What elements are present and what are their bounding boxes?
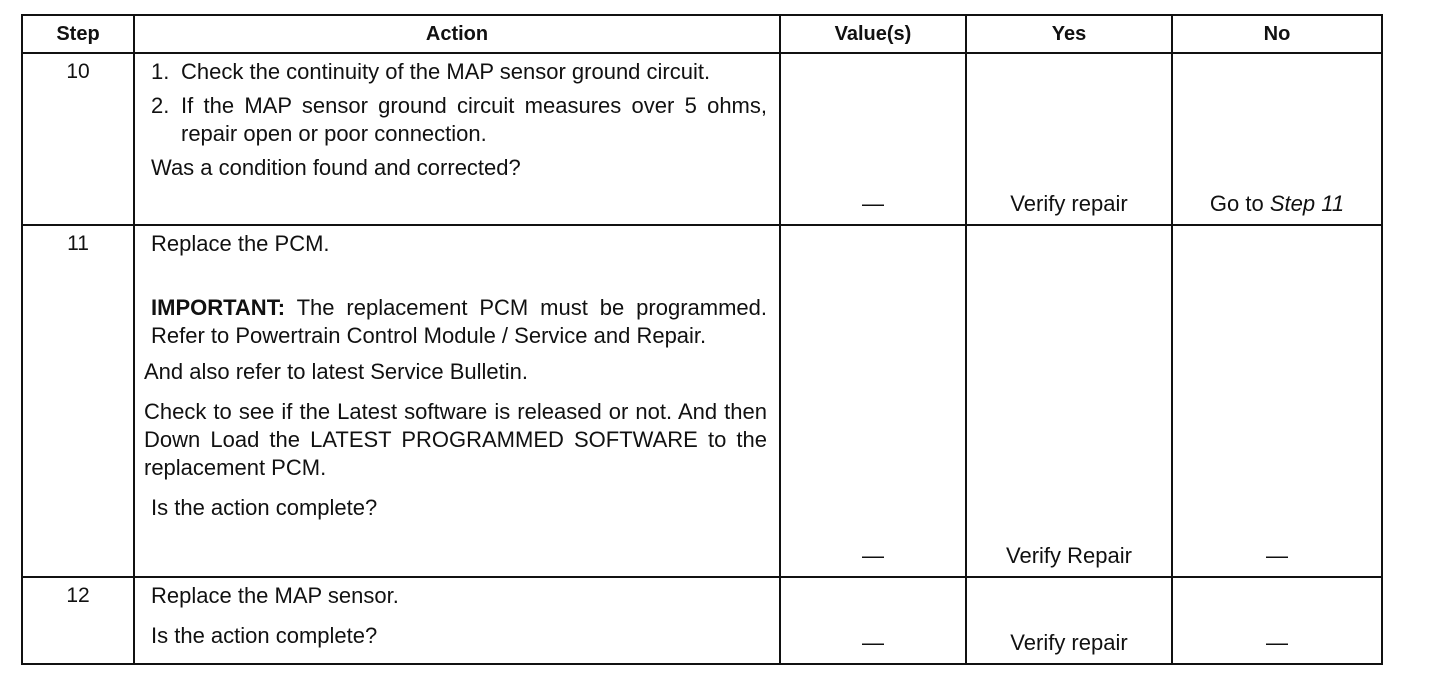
table-row-step-12 (22, 577, 1382, 664)
question-text: Is the action complete? (151, 495, 378, 520)
list-item-number: 2. (151, 93, 170, 118)
action-steps-list (151, 58, 767, 148)
value-cell (780, 53, 966, 225)
no-result: — (1266, 630, 1288, 655)
step-number: 12 (22, 577, 134, 664)
header-no: No (1172, 15, 1382, 53)
yes-cell (966, 53, 1172, 225)
list-item (151, 58, 767, 86)
yes-result: Verify repair (1010, 630, 1128, 655)
no-cell (1172, 53, 1382, 225)
header-action: Action (134, 15, 780, 53)
yes-cell (966, 225, 1172, 577)
question-text: Is the action complete? (151, 623, 378, 648)
header-step: Step (22, 15, 134, 53)
important-label: IMPORTANT: (151, 295, 286, 320)
header-values: Value(s) (780, 15, 966, 53)
value-dash: — (862, 543, 884, 568)
list-item (151, 92, 767, 148)
action-instruction: Replace the PCM. (151, 231, 330, 256)
yes-result: Verify Repair (1006, 543, 1132, 568)
list-item-text: Check the continuity of the MAP sensor ground circuit. (181, 59, 711, 84)
important-note (151, 294, 767, 350)
header-yes: Yes (966, 15, 1172, 53)
yes-cell (966, 577, 1172, 664)
step-reference-link[interactable]: Step 11 (1269, 191, 1345, 216)
table-row-step-11 (22, 225, 1382, 577)
no-result (1173, 190, 1381, 218)
list-item-number: 1. (151, 59, 170, 84)
no-cell (1172, 225, 1382, 577)
value-cell (780, 225, 966, 577)
action-cell (134, 577, 780, 664)
bulletin-note: And also refer to latest Service Bulletin. (144, 359, 528, 384)
action-cell (134, 225, 780, 577)
step-number: 11 (22, 225, 134, 577)
action-instruction: Replace the MAP sensor. (151, 583, 399, 608)
yes-result: Verify repair (1010, 191, 1128, 216)
software-note: Check to see if the Latest software is released or not. And then Down Load the LATEST PROGRAMMED SOFTWARE to the replacement PCM. (144, 399, 767, 480)
important-text: The replacement PCM must be programmed. Refer to Powertrain Control Module / Service and Repair. (151, 295, 767, 348)
value-dash: — (862, 191, 884, 216)
step-number: 10 (22, 53, 134, 225)
question-text: Was a condition found and corrected? (151, 155, 521, 180)
list-item-text: If the MAP sensor ground circuit measures over 5 ohms, repair open or poor connection. (181, 93, 767, 146)
no-prefix: Go to (1209, 191, 1270, 216)
no-cell (1172, 577, 1382, 664)
no-result: — (1266, 543, 1288, 568)
value-cell (780, 577, 966, 664)
value-dash: — (862, 630, 884, 655)
diagnostic-table (21, 14, 1383, 665)
header-row (22, 15, 1382, 53)
table-row-step-10 (22, 53, 1382, 225)
action-cell (134, 53, 780, 225)
